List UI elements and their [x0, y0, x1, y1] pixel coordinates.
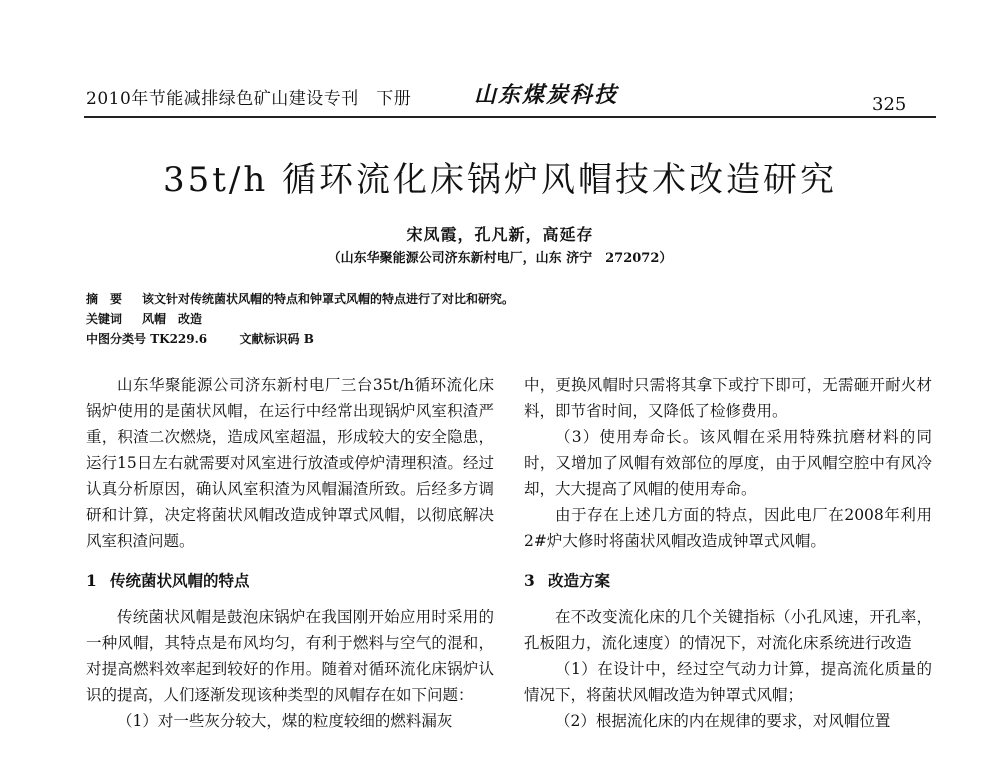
abstract-text: 该文针对传统菌状风帽的特点和钟罩式风帽的特点进行了对比和研究。 — [142, 292, 515, 306]
header-divider — [84, 116, 936, 118]
page-number: 325 — [872, 94, 907, 115]
keywords-label: 关键词 — [86, 312, 123, 326]
authors: 宋凤霞，孔凡新，高延存 — [406, 225, 594, 244]
doc-code-label: 文献标识码 — [239, 332, 300, 346]
section-1-title: 传统菌状风帽的特点 — [110, 571, 250, 590]
keywords-text: 风帽 改造 — [142, 312, 203, 326]
affiliation: （山东华聚能源公司济东新村电厂，山东 济宁 272072） — [327, 251, 673, 266]
section-1-number: 1 — [86, 571, 97, 590]
section-3-title: 改造方案 — [548, 571, 611, 590]
section-3-item-2: （2）根据流化床的内在规律的要求，对风帽位置 — [555, 712, 891, 730]
section-1-item-1: （1）对一些灰分较大，煤的粒度较细的燃料漏灰 — [117, 712, 453, 730]
section-3-number: 3 — [524, 571, 535, 590]
right-column — [524, 372, 932, 734]
classification-value: TK229.6 — [150, 332, 208, 346]
section-3-paragraph: 在不改变流化床的几个关键指标（小孔风速，开孔率，孔板阻力，流化速度）的情况下，对流化床系统进行改造 — [524, 608, 932, 652]
continued-paragraph: 中，更换风帽时只需将其拿下或拧下即可，无需砸开耐火材料，即节省时间，又降低了检修费用。 — [524, 376, 932, 420]
classification-label: 中图分类号 — [86, 332, 147, 346]
section-3-item-1: （1）在设计中，经过空气动力计算，提高流化质量的情况下，将菌状风帽改造为钟罩式风帽； — [524, 660, 932, 704]
section-1-heading — [86, 568, 494, 594]
journal-header: 2010年节能减排绿色矿山建设专刊 下册 — [86, 89, 412, 109]
classification — [86, 330, 314, 347]
left-column — [86, 372, 494, 734]
intro-paragraph: 山东华聚能源公司济东新村电厂三台35t/h循环流化床锅炉使用的是菌状风帽，在运行中经常出现锅炉风室积渣严重，积渣二次燃烧，造成风室超温，形成较大的安全隐患，运行15日左右就需要对风室进行放渣或停炉清理积渣。经过认真分析原因，确认风室积渣为风帽漏渣所致。后经多方调研和计算，决定将菌状风帽改造成钟罩式风帽，以彻底解决风室积渣问题。 — [86, 376, 494, 550]
section-3-heading — [524, 568, 932, 594]
keywords — [86, 310, 202, 327]
item-3-paragraph: （3）使用寿命长。该风帽在采用特殊抗磨材料的同时，又增加了风帽有效部位的厚度，由于风帽空腔中有风冷却，大大提高了风帽的使用寿命。 — [524, 428, 932, 498]
doc-code-value: B — [303, 332, 314, 346]
paper-title: 35t/h 循环流化床锅炉风帽技术改造研究 — [162, 160, 838, 200]
abstract — [86, 290, 514, 307]
section-1-paragraph: 传统菌状风帽是鼓泡床锅炉在我国刚开始应用时采用的一种风帽，其特点是布风均匀，有利于燃料与空气的混和，对提高燃料效率起到较好的作用。随着对循环流化床锅炉认识的提高，人们逐渐发现该种类型的风帽存在如下问题： — [86, 608, 494, 704]
journal-brand-logo: 山东煤炭科技 — [474, 82, 619, 108]
summary-paragraph: 由于存在上述几方面的特点，因此电厂在2008年利用2#炉大修时将菌状风帽改造成钟罩式风帽。 — [524, 506, 932, 550]
abstract-label: 摘 要 — [86, 292, 123, 306]
